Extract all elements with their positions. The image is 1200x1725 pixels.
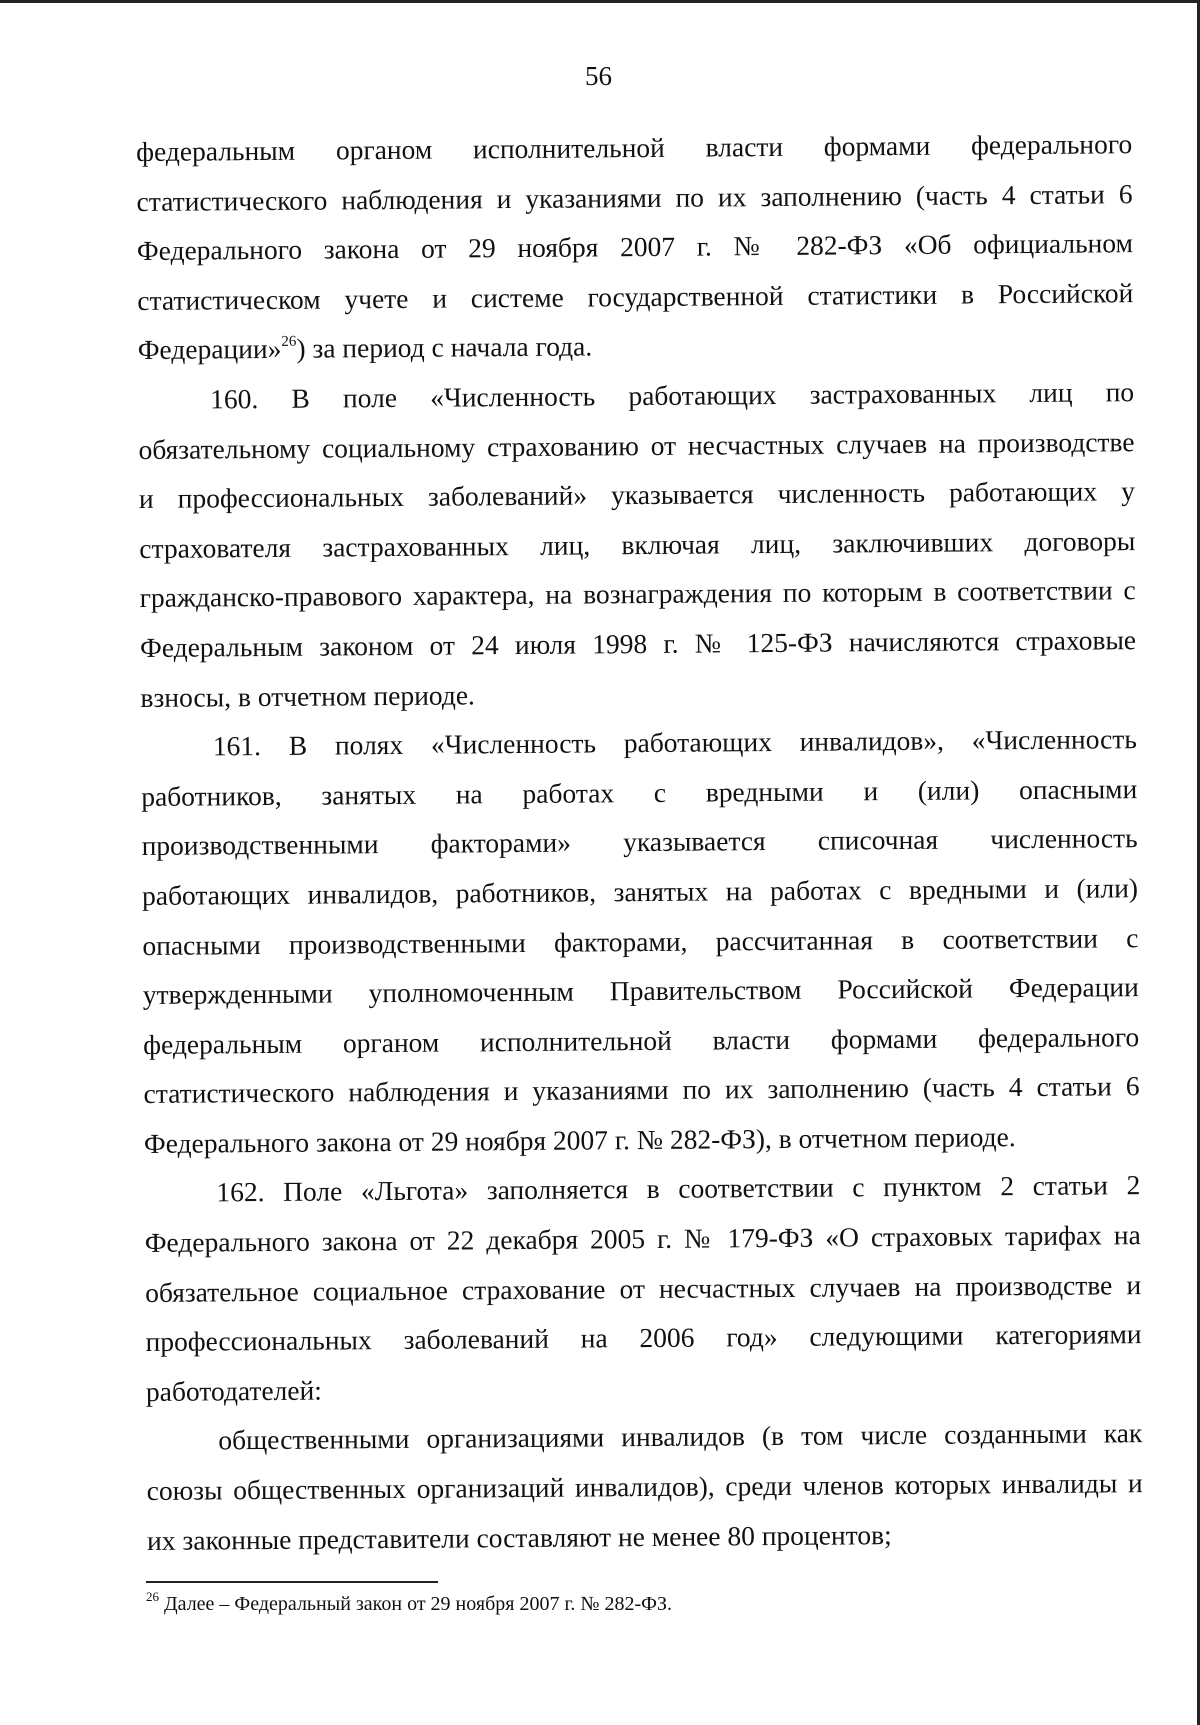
text-line: гражданско-правового характера, на вознаграждения по которым в соответствии с [139, 574, 1136, 614]
paragraph-162 [144, 1161, 1142, 1417]
text-line [138, 318, 1134, 375]
paragraph-continuation [136, 119, 1134, 375]
text-line: и профессиональных заболеваний» указывается численность работающих у [138, 475, 1136, 515]
text-line: общественными организациями инвалидов (в том числе созданными как [218, 1417, 1143, 1456]
footnote-reference: 26 [281, 334, 297, 351]
text-line: союзы общественных организаций инвалидов), среди членов которых инвалиды и [146, 1467, 1143, 1506]
text-line: работодателей: [145, 1374, 322, 1407]
paragraph-161 [141, 714, 1140, 1168]
page-number: 56 [585, 61, 612, 91]
paragraph-160 [138, 367, 1137, 722]
text-line: обязательное социальное страхование от несчастных случаев на производстве и [145, 1268, 1142, 1308]
text-line: Федеральным законом от 24 июля 1998 г. № 125-ФЗ начисляются страховые [139, 624, 1137, 663]
text-line: взносы, в отчетном периоде. [140, 678, 475, 713]
text-line: работающих инвалидов, работников, занятых на работах с вредными и (или) [141, 872, 1139, 911]
text-line: опасными производственными факторами, рассчитанная в соответствии с [142, 921, 1139, 961]
footnote-text: Далее – Федеральный закон от 29 ноября 2007 г. № 282-ФЗ. [159, 1593, 672, 1615]
footnote-separator [146, 1581, 438, 1583]
text-line: Федерального закона от 22 декабря 2005 г. № 179-ФЗ «О страховых тарифах на [144, 1219, 1141, 1259]
text-line: профессиональных заболеваний на 2006 год» следующими категориями [145, 1318, 1142, 1358]
document-body [136, 119, 1143, 1565]
text-line: работников, занятых на работах с вредными и (или) опасными [141, 772, 1138, 812]
text-line: обязательному социальному страхованию от несчастных случаев на производстве [138, 425, 1135, 465]
text-line: Федерального закона от 29 ноября 2007 г. № 282-ФЗ «Об официальном [136, 227, 1134, 267]
text-line: статистическом учете и системе государственной статистики в Российской [137, 276, 1134, 316]
text-line: федеральным органом исполнительной власти формами федерального [136, 128, 1133, 167]
text-line: их законные представители составляют не менее 80 процентов; [146, 1518, 892, 1556]
paragraph-public-organizations [146, 1409, 1143, 1566]
text-line: 161. В полях «Численность работающих инвалидов», «Численность [212, 723, 1137, 762]
text-fragment: Федерации» [137, 333, 282, 366]
text-line: производственными факторами» указывается списочная численность [141, 822, 1138, 862]
text-fragment: ) за период с начала года. [296, 330, 593, 365]
footnote-number: 26 [146, 1589, 159, 1604]
text-line: статистического наблюдения и указаниями по их заполнению (часть 4 статьи 6 [136, 177, 1133, 217]
text-line: 160. В поле «Численность работающих застрахованных лиц по [210, 376, 1135, 415]
text-line: Федерального закона от 29 ноября 2007 г. № 282-ФЗ), в отчетном периоде. [143, 1120, 1016, 1159]
text-line: страхователя застрахованных лиц, включая лиц, заключивших договоры [139, 524, 1136, 564]
text-line: утвержденными уполномоченным Правительством Российской Федерации [142, 971, 1139, 1011]
footnote [146, 1589, 1106, 1616]
text-line: 162. Поле «Льгота» заполняется в соответствии с пунктом 2 статьи 2 [216, 1169, 1141, 1208]
text-line: статистического наблюдения и указаниями по их заполнению (часть 4 статьи 6 [143, 1070, 1140, 1110]
text-line: федеральным органом исполнительной власти формами федерального [143, 1020, 1140, 1060]
